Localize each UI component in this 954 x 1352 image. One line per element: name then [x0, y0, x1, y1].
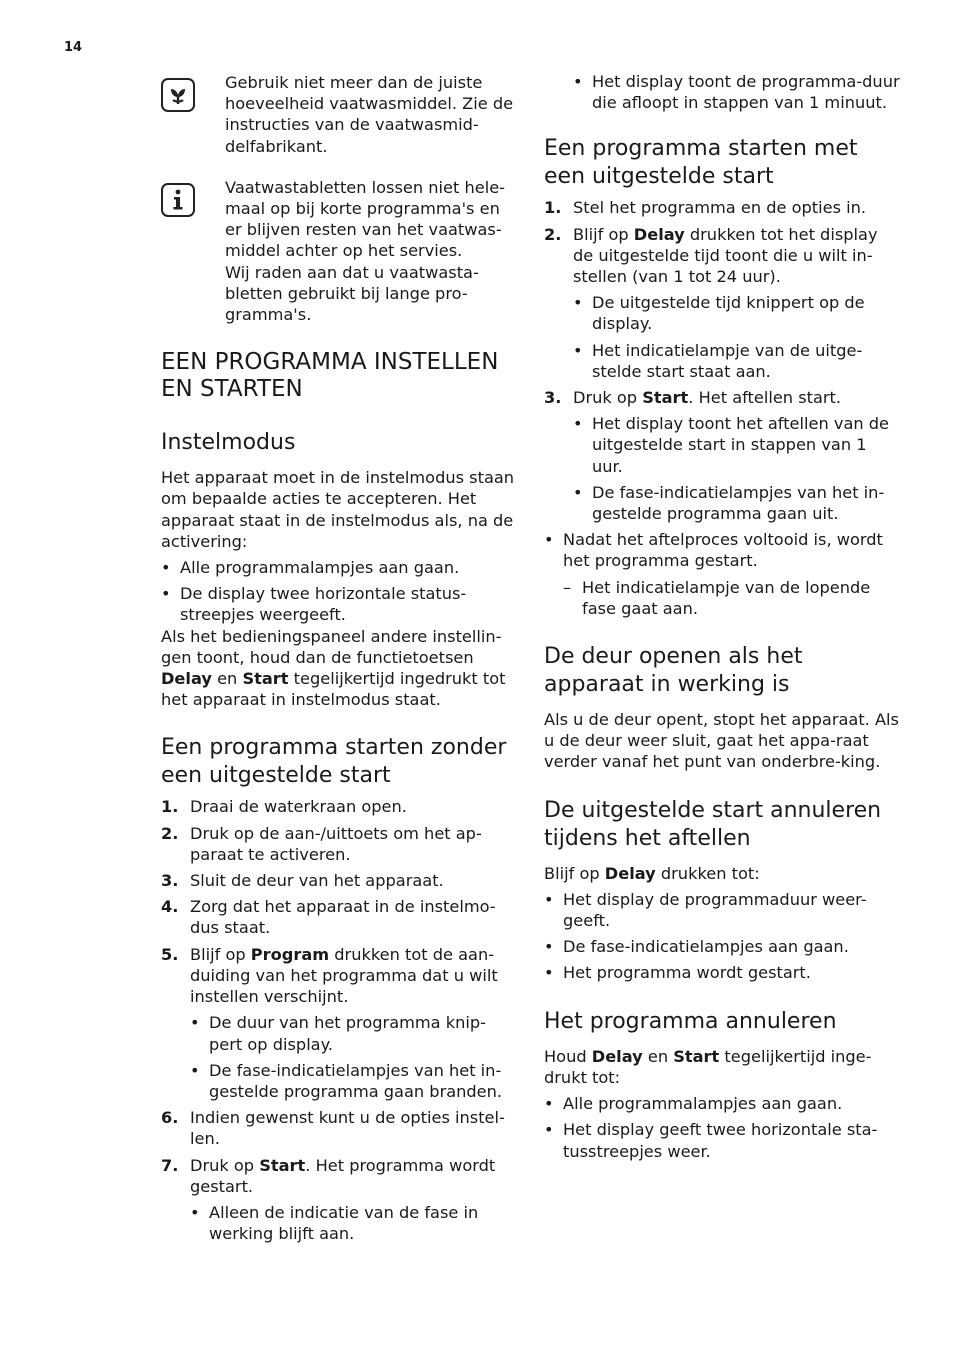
list-item: • Het display de programmaduur weer-geeft.	[544, 889, 902, 931]
met-steps	[544, 197, 902, 524]
annuleren-title: Het programma annuleren	[544, 1008, 837, 1034]
environment-note-text: Gebruik niet meer dan de juiste hoeveelheid vaatwasmiddel. Zie de instructies van de vaatwasmid-delfabrikant.	[225, 73, 514, 156]
list-item: • De duur van het programma knip-pert op display.	[190, 1012, 516, 1054]
instelmodus-title: Instelmodus	[161, 430, 296, 456]
annuleren-uitgesteld-title: De uitgestelde start annuleren tijdens het aftellen	[544, 797, 882, 851]
step-1: 1. Draai de waterkraan open.	[161, 797, 407, 817]
step-3: 3. Sluit de deur van het apparaat.	[161, 871, 444, 891]
list-item: • De uitgestelde tijd knippert op de display.	[573, 292, 902, 334]
instelmodus-bullets	[161, 557, 516, 626]
annuleren-uitgesteld-bullets	[544, 889, 902, 984]
met-after-bullets	[544, 529, 902, 619]
annuleren-intro: Houd Delay en Start tegelijkertijd inge-drukt tot:	[544, 1046, 872, 1087]
list-item: – Het indicatielampje van de lopende fase gaat aan.	[563, 577, 902, 619]
step-5: 5. Blijf op Program drukken tot de aan-duiding van het programma dat u wilt instellen verschijnt. • De duur van het programma knip-pert op display. • De fase-indicatielampjes van het in-gestelde programma gaan branden.	[161, 944, 516, 1102]
step-6: 6. Indien gewenst kunt u de opties instel-len.	[161, 1108, 505, 1149]
info-note-text-1: Vaatwastabletten lossen niet hele-maal op bij korte programma's en er blijven resten van het vaatwas-middel achter op het servies.	[225, 177, 506, 261]
list-item: • Het display geeft twee horizontale sta-tusstreepjes weer.	[544, 1119, 902, 1161]
annuleren-bullets	[544, 1093, 902, 1162]
deur-text: Als u de deur opent, stopt het apparaat. Als u de deur weer sluit, gaat het appa-raat verder vanaf het punt van onderbre-king.	[544, 710, 899, 772]
list-item: • De fase-indicatielampjes van het in-gestelde programma gaan uit.	[573, 482, 902, 524]
list-item: • Het display toont het aftellen van de uitgestelde start in stappen van 1 uur.	[573, 413, 902, 477]
list-item: • Het programma wordt gestart.	[544, 962, 902, 983]
list-item: • Alle programmalampjes aan gaan.	[544, 1093, 902, 1114]
list-item: • De fase-indicatielampjes aan gaan.	[544, 936, 902, 957]
section-title: EEN PROGRAMMA INSTELLEN EN STARTEN	[161, 349, 499, 403]
list-item: • De display twee horizontale status-streepjes weergeeft.	[161, 583, 516, 625]
step-4: 4. Zorg dat het apparaat in de instelmo-dus staat.	[161, 897, 496, 938]
list-item: • Alle programmalampjes aan gaan.	[161, 557, 516, 578]
step-1: 1. Stel het programma en de opties in.	[544, 198, 867, 218]
instelmodus-intro: Het apparaat moet in de instelmodus staan om bepaalde acties te accepteren. Het apparaat staat in de instelmodus als, na de activering:	[161, 468, 515, 551]
step-2: 2. Druk op de aan-/uittoets om het ap-paraat te activeren.	[161, 823, 482, 864]
right-column	[544, 68, 902, 1162]
left-column	[161, 68, 516, 1244]
environment-note	[161, 72, 516, 157]
list-item: • Nadat het aftelproces voltooid is, wordt het programma gestart. – Het indicatielampje van de lopende fase gaat aan.	[544, 529, 902, 619]
list-item: • De fase-indicatielampjes van het in-gestelde programma gaan branden.	[190, 1060, 516, 1102]
instelmodus-outro: Als het bedieningspaneel andere instellin-gen toont, houd dan de functietoetsen Delay en Start tegelijkertijd ingedrukt tot het apparaat in instelmodus staat.	[161, 626, 506, 710]
step-3: 3. Druk op Start. Het aftellen start. • Het display toont het aftellen van de uitgestelde start in stappen van 1 uur. • De fase-indicatielampjes van het in-gestelde programma gaan uit.	[544, 387, 902, 524]
environment-icon	[161, 78, 195, 112]
info-icon	[161, 183, 195, 217]
list-item: • Het display toont de programma-duur die afloopt in stappen van 1 minuut.	[573, 71, 902, 113]
top-bullet	[544, 71, 902, 113]
page-number: 14	[64, 40, 83, 55]
info-note-text-2: Wij raden aan dat u vaatwasta-bletten gebruikt bij lange pro-gramma's.	[225, 262, 479, 325]
info-note	[161, 177, 516, 325]
met-title: Een programma starten met een uitgestelde start	[544, 136, 858, 190]
zonder-title: Een programma starten zonder een uitgestelde start	[161, 735, 507, 789]
annuleren-uitgesteld-intro: Blijf op Delay drukken tot:	[544, 863, 760, 883]
list-item: • Het indicatielampje van de uitge-stelde start staat aan.	[573, 340, 902, 382]
zonder-steps	[161, 796, 516, 1244]
step-7: 7. Druk op Start. Het programma wordt gestart. • Alleen de indicatie van de fase in werking blijft aan.	[161, 1155, 516, 1245]
deur-title: De deur openen als het apparaat in werking is	[544, 644, 803, 698]
list-item: • Alleen de indicatie van de fase in werking blijft aan.	[190, 1202, 516, 1244]
step-2: 2. Blijf op Delay drukken tot het display de uitgestelde tijd toont die u wilt in-stellen (van 1 tot 24 uur). • De uitgestelde tijd knippert op de display. • Het indicatielampje van de uitge-stelde start staat aan.	[544, 224, 902, 382]
